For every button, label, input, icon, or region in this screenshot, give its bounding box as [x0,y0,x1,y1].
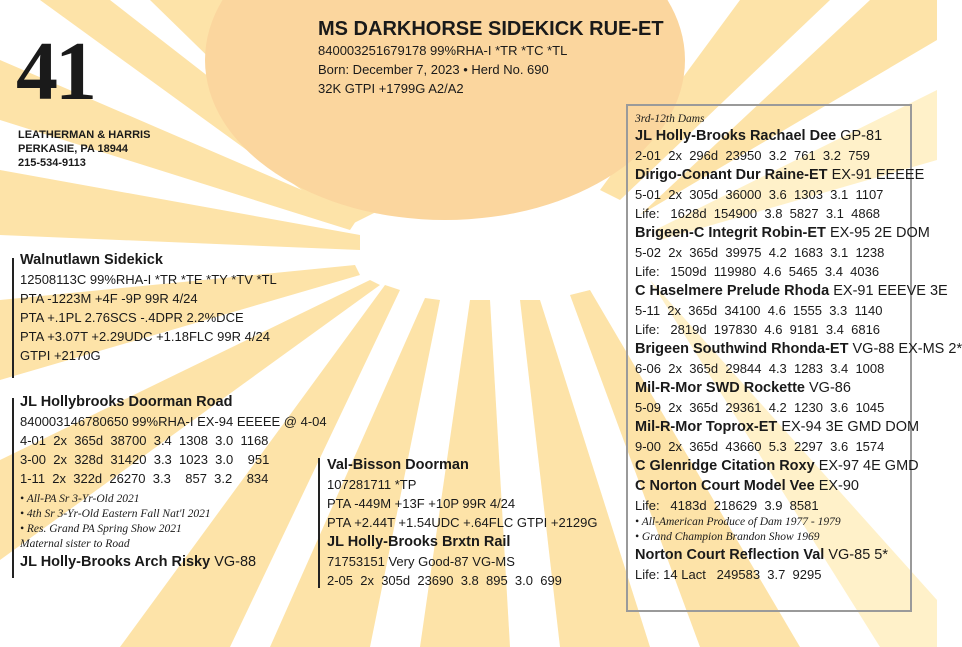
entry-name: Mil-R-Mor Toprox-ET [635,419,778,435]
dams-note: • Grand Champion Brandon Show 1969 [635,531,820,543]
extended-dams-box [626,104,962,612]
consignor-block [18,128,150,170]
dam-record: 3-00 2x 328d 31420 3.3 1023 3.0 951 [20,452,270,467]
dam-name: JL Hollybrooks Doorman Road [20,394,233,410]
dam-record: 4-01 2x 365d 38700 3.4 1308 3.0 1168 [20,433,269,448]
dam-entry-name [635,281,962,301]
dams-note: • All-American Produce of Dam 1977 - 1979 [635,516,841,528]
dam-note: • Res. Grand PA Spring Show 2021 [20,523,182,535]
entry-class: EX-94 3E GMD DOM [781,419,920,435]
dam-entry-record: 5-02 2x 365d 39975 4.2 1683 3.1 1238 [635,245,885,260]
sire-line: 12508113C 99%RHA-I *TR *TE *TY *TV *TL [20,272,277,287]
entry-class: EX-95 2E DOM [829,225,930,241]
dam-entry-name [635,378,962,398]
animal-genomics: 32K GTPI +1799G A2/A2 [318,81,464,96]
dam-side-bracket [12,398,14,578]
dams-list [635,112,962,584]
entry-class: EX-91 EEEEE [831,167,925,183]
mgs-line: 107281711 *TP [327,477,417,492]
dam-entry-name [635,456,962,476]
sire-side-bracket [12,258,14,378]
dam-entry-name [635,476,962,496]
dam-entry-record: Life: 1628d 154900 3.8 5827 3.1 4868 [635,206,881,221]
dam-note: • All-PA Sr 3-Yr-Old 2021 [20,493,140,505]
dam-entry-name [635,417,962,437]
entry-name: C Haselmere Prelude Rhoda [635,283,830,299]
entry-class: EX-97 4E GMD [818,458,919,474]
dam-entry-record: Life: 2819d 197830 4.6 9181 3.4 6816 [635,322,881,337]
dam-entry-record: 5-01 2x 305d 36000 3.6 1303 3.1 1107 [635,187,884,202]
dam-line: 840003146780650 99%RHA-I EX-94 EEEEE @ 4-04 [20,414,327,429]
dams-heading: 3rd-12th Dams [635,113,705,125]
entry-class: VG-88 EX-MS 2* [852,341,962,357]
animal-birth: Born: December 7, 2023 • Herd No. 690 [318,62,549,77]
entry-name: Dirigo-Conant Dur Raine-ET [635,167,828,183]
sire-line: PTA +3.07T +2.29UDC +1.18FLC 99R 4/24 [20,329,270,344]
entry-class: GP-81 [840,128,883,144]
maternal-sister-name: JL Holly-Brooks Arch Risky [20,554,211,570]
entry-name: Brigeen-C Integrit Robin-ET [635,225,826,241]
dam-entry-record: 5-09 2x 365d 29361 4.2 1230 3.6 1045 [635,400,885,415]
sire-line: PTA -1223M +4F -9P 99R 4/24 [20,291,198,306]
dam-entry-record: 2-01 2x 296d 23950 3.2 761 3.2 759 [635,148,870,163]
maternal-sister-class: VG-88 [214,554,257,570]
granddam-line: 71753151 Very Good-87 VG-MS [327,554,515,569]
dam-entry-record: Life: 14 Lact 249583 3.7 9295 [635,567,822,582]
granddam-name: JL Holly-Brooks Brxtn Rail [327,534,511,550]
dam-entry-record: 6-06 2x 365d 29844 4.3 1283 3.4 1008 [635,361,885,376]
consignor-name: LEATHERMAN & HARRIS [18,129,151,141]
dam-block [20,392,327,572]
sire-name: Walnutlawn Sidekick [20,252,163,268]
dam-entry-record: 5-11 2x 365d 34100 4.6 1555 3.3 1140 [635,303,883,318]
mgs-line: PTA +2.44T +1.54UDC +.64FLC GTPI +2129G [327,515,598,530]
entry-name: JL Holly-Brooks Rachael Dee [635,128,837,144]
dam-record: 1-11 2x 322d 26270 3.3 857 3.2 834 [20,471,269,486]
dam-note: Maternal sister to Road [20,538,130,550]
dam-entry-name [635,165,962,185]
entry-name: Norton Court Reflection Val [635,547,825,563]
sire-block [20,250,277,365]
entry-name: C Norton Court Model Vee [635,478,815,494]
mgs-side-bracket [318,458,320,588]
dam-note: • 4th Sr 3-Yr-Old Eastern Fall Nat'l 2021 [20,508,211,520]
consignor-city: PERKASIE, PA 18944 [18,143,129,155]
sire-line: GTPI +2170G [20,348,101,363]
consignor-phone: 215-534-9113 [18,157,86,169]
animal-registration: 840003251679178 99%RHA-I *TR *TC *TL [318,43,568,58]
dam-entry-name [635,126,962,146]
dam-entry-record: Life: 4183d 218629 3.9 8581 [635,498,819,513]
dam-entry-record: 9-00 2x 365d 43660 5.3 2297 3.6 1574 [635,439,885,454]
mgs-line: PTA -449M +13F +10P 99R 4/24 [327,496,516,511]
entry-class: EX-90 [818,478,859,494]
entry-name: C Glenridge Citation Roxy [635,458,815,474]
dam-entry-record: Life: 1509d 119980 4.6 5465 3.4 4036 [635,264,880,279]
animal-header [318,17,664,98]
dam-entry-name [635,223,962,243]
mgs-name: Val-Bisson Doorman [327,457,469,473]
entry-name: Brigeen Southwind Rhonda-ET [635,341,849,357]
dam-entry-name [635,339,962,359]
mgs-block [327,455,598,590]
dam-entry-name [635,545,962,565]
maternal-sister [20,552,327,572]
lot-number: 41 [16,25,94,118]
entry-name: Mil-R-Mor SWD Rockette [635,380,805,396]
entry-class: VG-86 [809,380,851,396]
granddam-record: 2-05 2x 305d 23690 3.8 895 3.0 699 [327,573,562,588]
entry-class: EX-91 EEEVE 3E [833,283,948,299]
sire-line: PTA +.1PL 2.76SCS -.4DPR 2.2%DCE [20,310,244,325]
animal-name: MS DARKHORSE SIDEKICK RUE-ET [318,18,664,40]
entry-class: VG-85 5* [828,547,889,563]
